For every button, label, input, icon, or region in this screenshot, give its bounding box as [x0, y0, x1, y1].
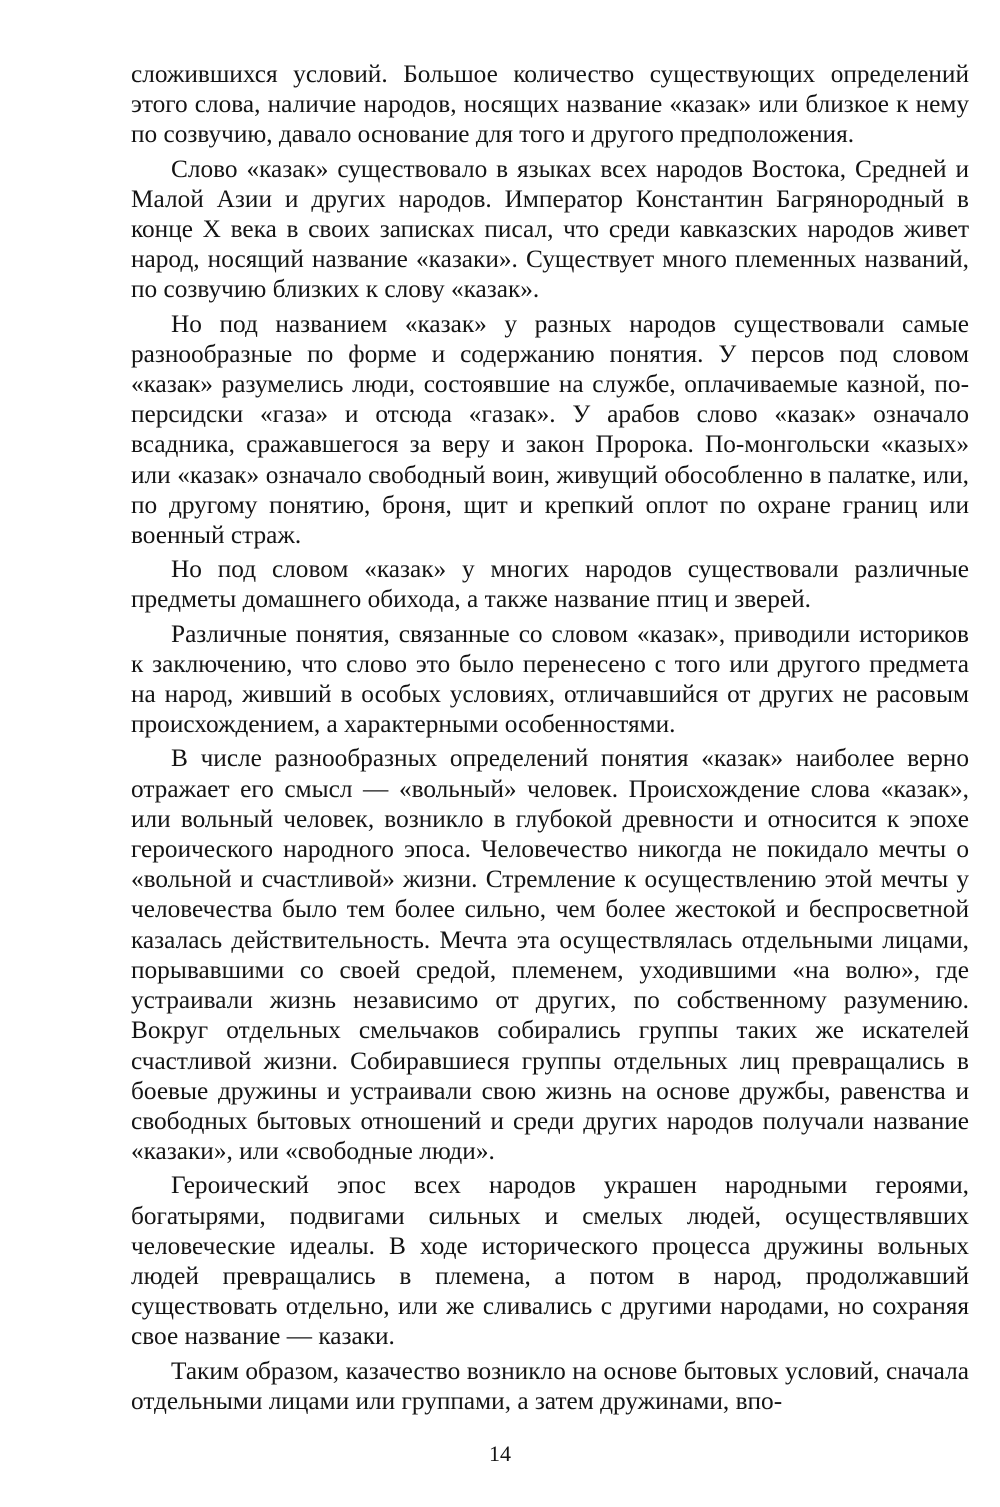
- paragraph-2: Слово «казак» существовало в языках всех народов Востока, Средней и Малой Азии и других народов. Император Константин Багрянородный в конце X века в своих записках писал, что среди кавказских народов живет народ, носящий название «казаки». Существует много племенных названий, по созвучию близких к слову «казак».: [131, 154, 969, 304]
- paragraph-1: сложившихся условий. Большое количество существующих определений этого слова, наличие народов, носящих название «казак» или близкое к нему по созвучию, давало основание для того и другого предположения.: [131, 60, 969, 149]
- paragraph-5: Различные понятия, связанные со словом «казак», приводили историков к заключению, что слово это было перенесено с того или другого предмета на народ, живший в особых условиях, отличавшийся от других не расовым происхождением, а характерными особенностями.: [131, 619, 969, 739]
- body-text: [131, 59, 969, 1420]
- paragraph-3: Но под названием «казак» у разных народов существовали самые разнообразные по форме и содержанию понятия. У персов под словом «казак» разумелись люди, состоявшие на службе, оплачиваемые казной, по-персидски «газа» и отсюда «газак». У арабов слово «казак» означало всадника, сражавшегося за веру и закон Пророка. По-монгольски «казых» или «казак» означало свободный воин, живущий обособленно в палатке, или, по другому понятию, броня, щит и крепкий оплот по охране границ или военный страж.: [131, 309, 969, 550]
- paragraph-4: Но под словом «казак» у многих народов существовали различные предметы домашнего обихода, а также название птиц и зверей.: [131, 555, 969, 614]
- paragraph-8: Таким образом, казачество возникло на основе бытовых условий, сначала отдельными лицами или группами, а затем дружинами, впо-: [131, 1356, 969, 1415]
- page-number: 14: [489, 1441, 511, 1466]
- paragraph-7: Героический эпос всех народов украшен народными героями, богатырями, подвигами сильных и смелых людей, осуществлявших человеческие идеалы. В ходе исторического процесса дружины вольных людей превращались в племена, а потом в народ, продолжавший существовать отдельно, или же сливались с другими народами, но сохраняя свое название — казаки.: [131, 1171, 969, 1351]
- paragraph-6: В числе разнообразных определений понятия «казак» наиболее верно отражает его смысл — «вольный» человек. Происхождение слова «казак», или вольный человек, возникло в глубокой древности и относится к эпохе героического народного эпоса. Человечество никогда не покидало мечты о «вольной и счастливой» жизни. Стремление к осуществлению этой мечты у человечества было тем более сильно, чем более жестокой и беспросветной казалась действительность. Мечта эта осуществлялась отдельными лицами, порывавшими со своей средой, племенем, уходившими «на волю», где устраивали жизнь независимо от других, по собственному разумению. Вокруг отдельных смельчаков собирались группы таких же искателей счастливой жизни. Собиравшиеся группы отдельных лиц превращались в боевые дружины и устраивали свою жизнь на основе дружбы, равенства и свободных бытовых отношений и среди других народов получали название «казаки», или «свободные люди».: [131, 744, 969, 1166]
